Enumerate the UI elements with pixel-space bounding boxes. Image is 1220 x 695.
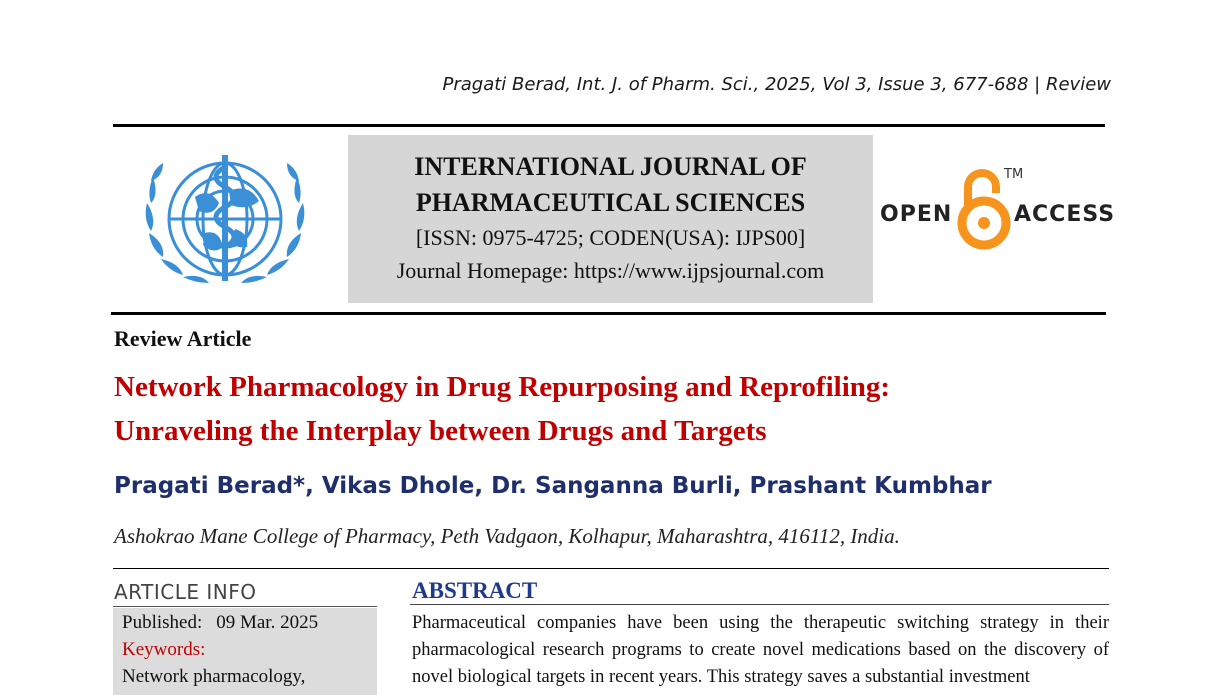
open-access-word-open: OPEN [880,202,953,227]
article-info-box [113,608,377,695]
article-title-line1: Network Pharmacology in Drug Repurposing and Reprofiling: [114,371,891,403]
journal-homepage: Journal Homepage: https://www.ijpsjournal.com [396,258,825,283]
article-title-line2: Unraveling the Interplay between Drugs and Targets [114,415,767,447]
journal-emblem-logo [125,137,325,307]
abstract-rule [410,604,1109,605]
article-info-heading: ARTICLE INFO [114,580,257,604]
open-access-logo [880,165,1116,255]
keywords-label: Keywords: [122,639,206,660]
open-access-trademark: TM [1004,167,1024,182]
section-divider [113,568,1109,569]
article-affiliation: Ashokrao Mane College of Pharmacy, Peth Vadgaon, Kolhapur, Maharashtra, 416112, India. [114,524,900,548]
article-type: Review Article [114,326,252,351]
abstract-heading: ABSTRACT [412,578,538,603]
article-title [114,365,1114,453]
running-header: Pragati Berad, Int. J. of Pharm. Sci., 2025, Vol 3, Issue 3, 677-688 | Review [442,74,1111,95]
keyword-item: Network pharmacology, [122,666,306,687]
open-access-word-access: ACCESS [1014,202,1116,227]
published-label: Published: [122,612,203,633]
header-rule-top [113,124,1105,127]
abstract-body: Pharmaceutical companies have been using the therapeutic switching strategy in their pharmacological research programs to create novel medications based on the discovery of novel biological targets in recent years. This strategy saves a substantial investment [412,613,1109,687]
journal-title-line2: PHARMACEUTICAL SCIENCES [415,188,806,217]
published-date: 09 Mar. 2025 [216,612,319,633]
journal-issn: [ISSN: 0975-4725; CODEN(USA): IJPS00] [415,225,806,250]
article-info-rule [113,606,377,607]
header-rule-bottom [111,312,1106,315]
journal-masthead-box [348,135,873,303]
article-authors: Pragati Berad*, Vikas Dhole, Dr. Sanganna Burli, Prashant Kumbhar [114,473,992,499]
journal-title-line1: INTERNATIONAL JOURNAL OF [414,152,807,181]
published-line [122,612,318,634]
